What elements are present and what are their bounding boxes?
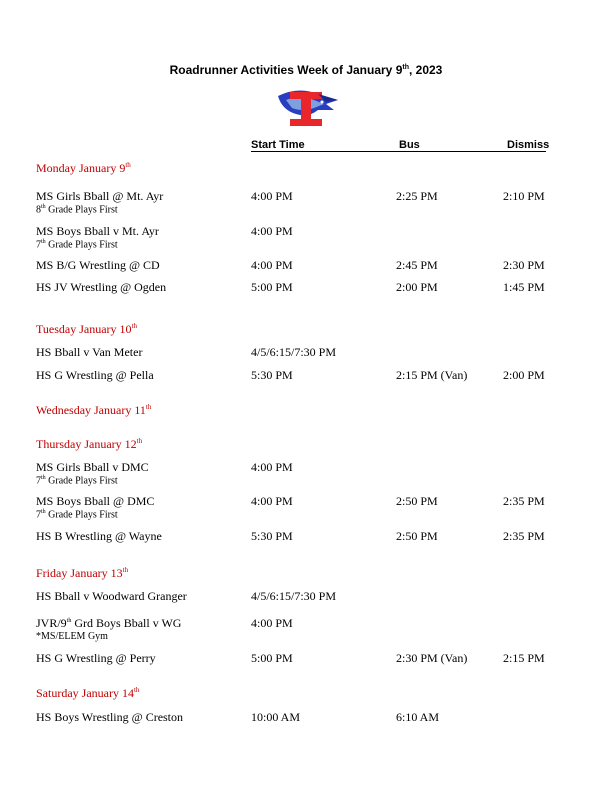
event-bus-time: 2:50 PM xyxy=(396,529,438,543)
event-start-time: 10:00 AM xyxy=(251,710,301,724)
event-start-time: 5:30 PM xyxy=(251,529,293,543)
event-start-time: 5:00 PM xyxy=(251,280,293,294)
event-start-time: 5:00 PM xyxy=(251,651,293,665)
event-bus-time: 2:45 PM xyxy=(396,258,438,272)
event-bus-time: 2:15 PM (Van) xyxy=(396,368,468,382)
event-start-time: 4:00 PM xyxy=(251,224,293,238)
event-bus-time: 2:25 PM xyxy=(396,189,438,203)
event-note: 7th Grade Plays First xyxy=(36,475,118,487)
event-start-time: 5:30 PM xyxy=(251,368,293,382)
day-heading-friday: Friday January 13th xyxy=(36,566,129,580)
event-name: HS Bball v Van Meter xyxy=(36,345,143,359)
event-dismiss-time: 1:45 PM xyxy=(503,280,545,294)
event-name: MS Boys Bball @ DMC xyxy=(36,494,155,508)
event-name: JVR/9th Grd Boys Bball v WG xyxy=(36,616,182,630)
event-start-time: 4/5/6:15/7:30 PM xyxy=(251,589,337,603)
event-name: HS G Wrestling @ Perry xyxy=(36,651,156,665)
event-note: 7th Grade Plays First xyxy=(36,509,118,521)
event-start-time: 4:00 PM xyxy=(251,460,293,474)
event-note: *MS/ELEM Gym xyxy=(36,631,108,642)
day-heading-wednesday: Wednesday January 11th xyxy=(36,403,152,417)
column-header-dismiss: Dismiss xyxy=(507,139,550,151)
column-header-start-time: Start Time xyxy=(251,139,305,151)
column-header-bus: Bus xyxy=(399,139,420,151)
day-heading-thursday: Thursday January 12th xyxy=(36,437,143,451)
event-dismiss-time: 2:35 PM xyxy=(503,494,545,508)
page-title: Roadrunner Activities Week of January 9th, 2023 xyxy=(169,63,443,77)
event-name: MS B/G Wrestling @ CD xyxy=(36,258,160,272)
event-start-time: 4:00 PM xyxy=(251,189,293,203)
event-note: 8th Grade Plays First xyxy=(36,204,118,216)
event-name: MS Girls Bball v DMC xyxy=(36,460,149,474)
roadrunner-logo-icon xyxy=(268,86,344,134)
event-start-time: 4/5/6:15/7:30 PM xyxy=(251,345,337,359)
event-bus-time: 2:00 PM xyxy=(396,280,438,294)
event-dismiss-time: 2:30 PM xyxy=(503,258,545,272)
event-start-time: 4:00 PM xyxy=(251,494,293,508)
event-dismiss-time: 2:15 PM xyxy=(503,651,545,665)
event-dismiss-time: 2:10 PM xyxy=(503,189,545,203)
event-bus-time: 2:50 PM xyxy=(396,494,438,508)
header-divider xyxy=(251,151,546,152)
event-start-time: 4:00 PM xyxy=(251,258,293,272)
event-start-time: 4:00 PM xyxy=(251,616,293,630)
event-dismiss-time: 2:35 PM xyxy=(503,529,545,543)
event-dismiss-time: 2:00 PM xyxy=(503,368,545,382)
event-note: 7th Grade Plays First xyxy=(36,239,118,251)
event-name: MS Boys Bball v Mt. Ayr xyxy=(36,224,159,238)
event-name: HS Bball v Woodward Granger xyxy=(36,589,187,603)
day-heading-monday: Monday January 9th xyxy=(36,161,131,175)
event-name: HS G Wrestling @ Pella xyxy=(36,368,154,382)
day-heading-saturday: Saturday January 14th xyxy=(36,686,140,700)
event-name: MS Girls Bball @ Mt. Ayr xyxy=(36,189,164,203)
day-heading-tuesday: Tuesday January 10th xyxy=(36,322,138,336)
event-bus-time: 6:10 AM xyxy=(396,710,440,724)
event-name: HS Boys Wrestling @ Creston xyxy=(36,710,184,724)
event-name: HS JV Wrestling @ Ogden xyxy=(36,280,167,294)
event-bus-time: 2:30 PM (Van) xyxy=(396,651,468,665)
event-name: HS B Wrestling @ Wayne xyxy=(36,529,162,543)
